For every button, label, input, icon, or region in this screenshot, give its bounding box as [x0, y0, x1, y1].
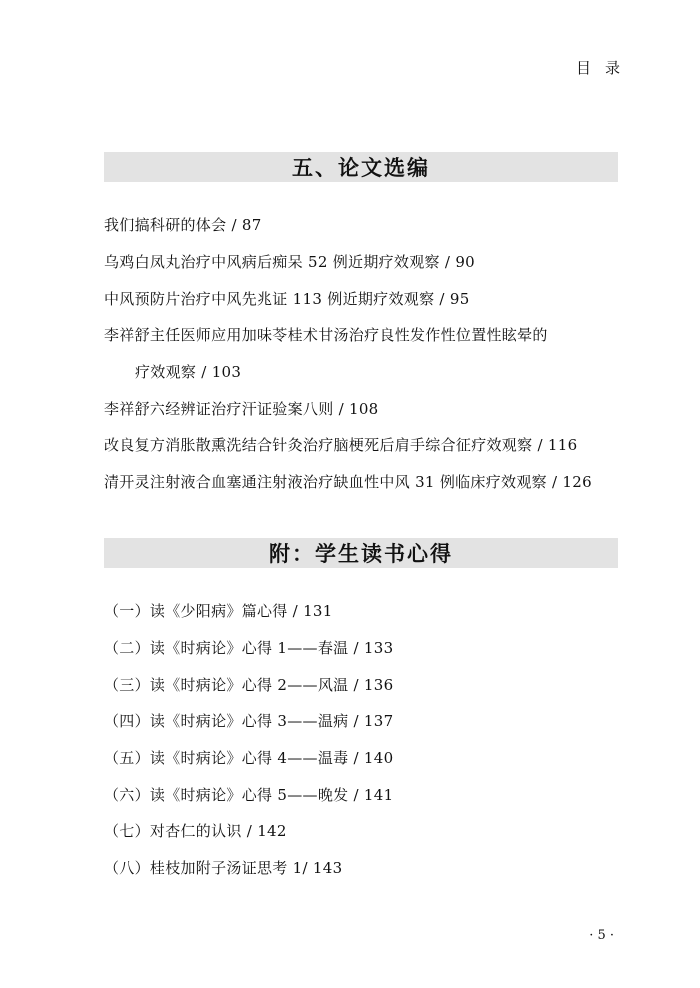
toc-entry[interactable]: （五）读《时病论》心得 4——温毒 / 140	[104, 749, 394, 767]
toc-entry-continuation[interactable]: 疗效观察 / 103	[135, 363, 242, 381]
toc-entry[interactable]: （七）对杏仁的认识 / 142	[104, 822, 287, 840]
running-header-char: 目	[575, 59, 591, 77]
toc-entry[interactable]: （三）读《时病论》心得 2——风温 / 136	[104, 676, 394, 694]
toc-entry[interactable]: 李祥舒主任医师应用加味苓桂术甘汤治疗良性发作性位置性眩晕的	[104, 326, 548, 344]
toc-entry[interactable]: 改良复方消胀散熏洗结合针灸治疗脑梗死后肩手综合征疗效观察 / 116	[104, 436, 578, 454]
toc-entry[interactable]: 清开灵注射液合血塞通注射液治疗缺血性中风 31 例临床疗效观察 / 126	[104, 473, 592, 491]
toc-entry[interactable]: 乌鸡白凤丸治疗中风病后痴呆 52 例近期疗效观察 / 90	[104, 253, 476, 271]
toc-entry[interactable]: （八）桂枝加附子汤证思考 1/ 143	[104, 859, 343, 877]
section-heading: 附：学生读书心得	[104, 538, 618, 568]
running-header-char: 录	[604, 59, 620, 77]
toc-entry[interactable]: 李祥舒六经辨证治疗汗证验案八则 / 108	[104, 400, 379, 418]
toc-entry[interactable]: （一）读《少阳病》篇心得 / 131	[104, 602, 333, 620]
toc-entry[interactable]: 我们搞科研的体会 / 87	[104, 216, 262, 234]
running-header	[576, 57, 620, 78]
toc-entry[interactable]: （二）读《时病论》心得 1——春温 / 133	[104, 639, 394, 657]
toc-entry[interactable]: （六）读《时病论》心得 5——晚发 / 141	[104, 786, 394, 804]
section-heading: 五、论文选编	[104, 152, 618, 182]
toc-entry[interactable]: （四）读《时病论》心得 3——温病 / 137	[104, 712, 394, 730]
toc-entry[interactable]: 中风预防片治疗中风先兆证 113 例近期疗效观察 / 95	[104, 290, 470, 308]
page-number: · 5 ·	[589, 928, 614, 943]
